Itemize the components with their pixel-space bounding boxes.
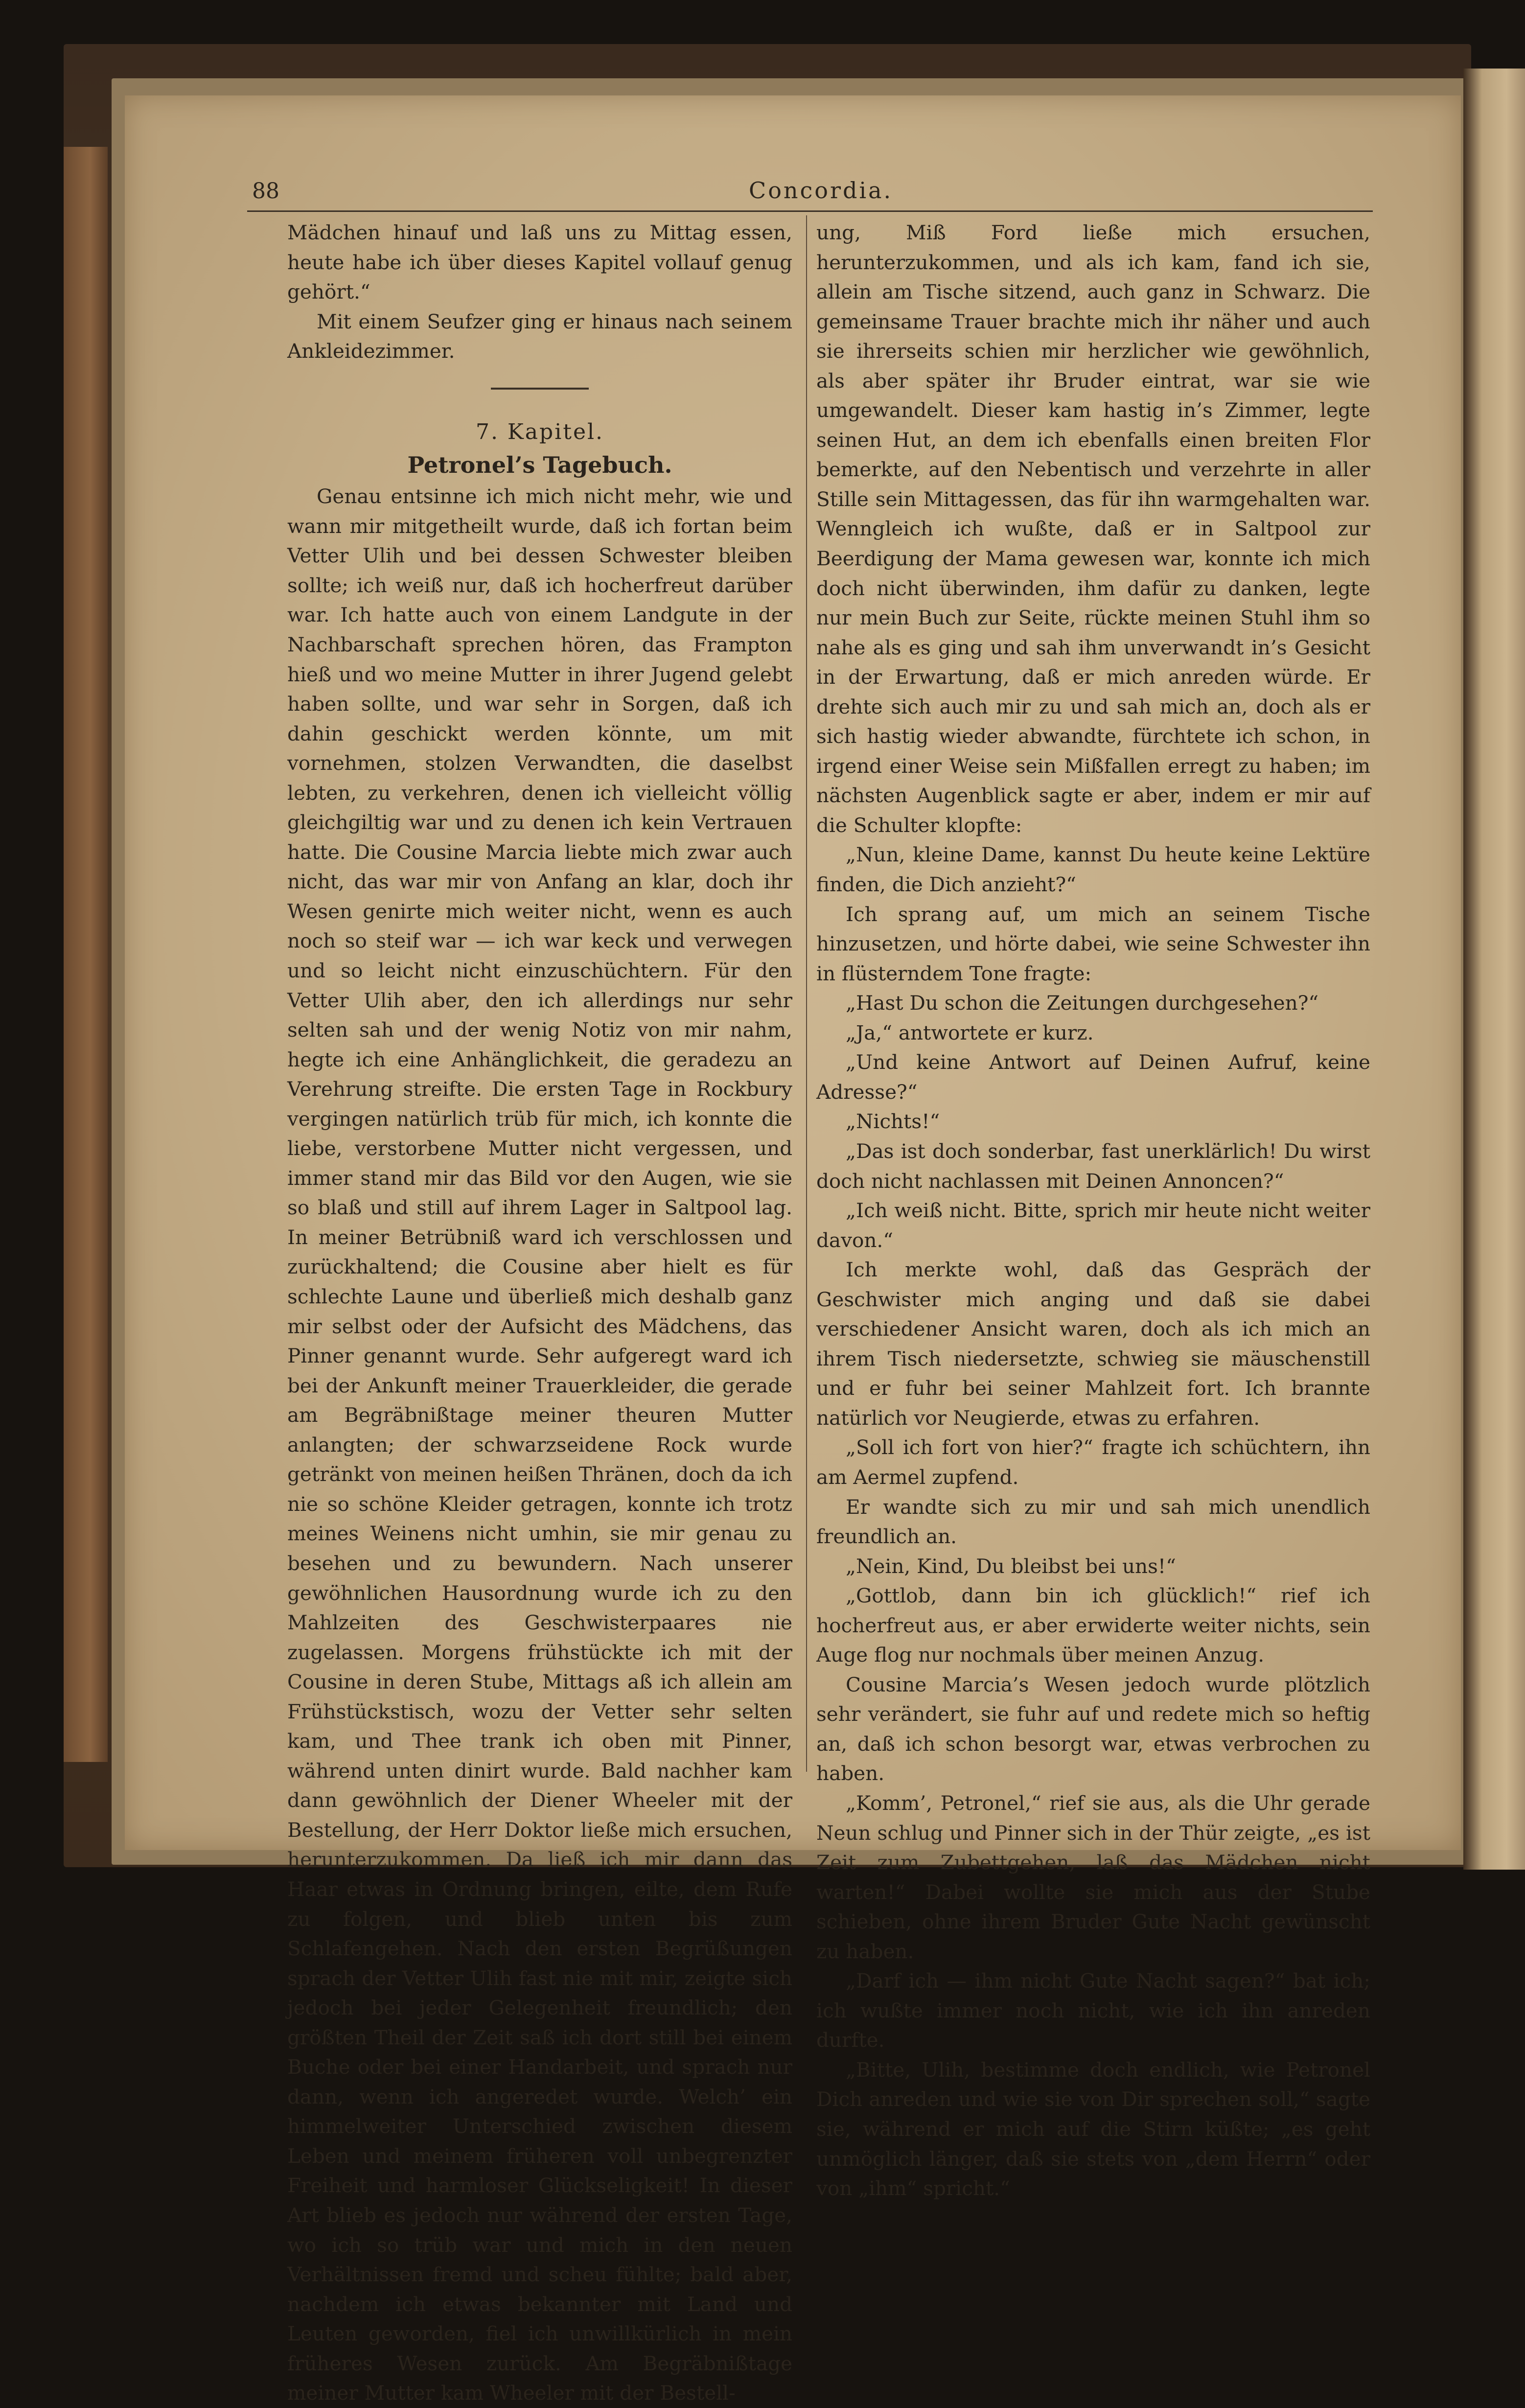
paragraph: Ich merkte wohl, daß das Gespräch der Geschwister mich anging und daß sie dabei verschiedener Ansicht waren, doch als ich mich an ihrem Tisch niedersetzte, schwieg sie mäuschenstill und er fuhr bei seiner Mahlzeit fort. Ich brannte natürlich vor Neugierde, etwas zu erfahren. [816,1258,1370,1430]
paragraph: „Nein, Kind, Du bleibst bei uns!“ [846,1554,1176,1578]
paragraph: „Bitte, Ulih, bestimme doch endlich, wie Petronel Dich anreden und wie sie von Dir sprechen soll,“ sagte sie, während er mich auf die Stirn küßte; „es geht unmöglich länger, daß sie stets von „dem Herrn“ oder von „ihm“ spricht.“ [816,2058,1370,2200]
paragraph: Genau entsinne ich mich nicht mehr, wie und wann mir mitgetheilt wurde, daß ich fortan beim Vetter Ulih und bei dessen Schwester bleiben sollte; ich weiß nur, daß ich hocherfreut darüber war. Ich hatte auch von einem Landgute in der Nachbarschaft sprechen hören, das Frampton hieß und wo meine Mutter in ihrer Jugend gelebt haben sollte, und war sehr in Sorgen, daß ich dahin geschickt werden könnte, um mit vornehmen, stolzen Verwandten, die daselbst lebten, zu verkehren, denen ich vielleicht völlig gleichgiltig war und zu denen ich kein Vertrauen hatte. Die Cousine Marcia liebte mich zwar auch nicht, das war mir von Anfang an klar, doch ihr Wesen genirte mich weiter nicht, wenn es auch noch so steif war — ich war keck und verwegen und so leicht nicht einzuschüchtern. Für den Vetter Ulih aber, den ich allerdings nur sehr selten sah und der wenig Notiz von mir nahm, hegte ich eine Anhänglichkeit, die geradezu an Verehrung streifte. Die ersten Tage in Rockbury vergingen natürlich trüb für mich, ich konnte die liebe, verstorbene Mutter nicht vergessen, und immer stand mir das Bild vor den Augen, wie sie so blaß und still auf ihrem Lager in Saltpool lag. In meiner Betrübniß ward ich verschlossen und zurückhaltend; die Cousine aber hielt es für schlechte Laune und überließ mich deshalb ganz mir selbst oder der Aufsicht des Mädchens, das Pinner genannt wurde. Sehr aufgeregt ward ich bei der Ankunft meiner Trauerkleider, die gerade am Begräbnißtage meiner theuren Mutter anlangten; der schwarzseidene Rock wurde getränkt von meinen heißen Thränen, doch da ich nie so schöne Kleider getragen, konnte ich trotz meines Weinens nicht umhin, sie mir genau zu besehen und zu bewundern. Nach unserer gewöhnlichen Hausordnung wurde ich zu den Mahlzeiten des Geschwisterpaares nie zugelassen. Morgens frühstückte ich mit der Cousine in deren Stube, Mittags aß ich allein am Frühstückstisch, wozu der Vetter sehr selten kam, und Thee trank ich oben mit Pinner, während unten dinirt wurde. Bald nachher kam dann gewöhnlich der Diener Wheeler mit der Bestellung, der Herr Doktor ließe mich ersuchen, herunterzukommen. Da ließ ich mir dann das Haar etwas in Ordnung bringen, eilte, dem Rufe zu folgen, und blieb unten bis zum Schlafengehen. Nach den ersten Begrüßungen sprach der Vetter Ulih fast nie mit mir, zeigte sich jedoch bei jeder Gelegenheit freundlich; den größten Theil der Zeit saß ich dort still bei einem Buche oder bei einer Handarbeit, und sprach nur dann, wenn ich angeredet wurde. Welch’ ein himmelweiter Unterschied zwischen diesem Leben und meinem früheren voll unbegrenzter Freiheit und harmloser Glückseligkeit! In dieser Art blieb es jedoch nur während der ersten Tage, wo ich so trüb war und mich in den neuen Verhältnissen fremd und scheu fühlte; bald aber, nachdem ich etwas bekannter mit Land und Leuten geworden, fiel ich unwillkürlich in mein früheres Wesen zurück. Am Begräbnißtage meiner Mutter kam Wheeler mit der Bestell- [287,485,792,2405]
facing-page-edge [1463,69,1525,1870]
paragraph: „Komm’, Petronel,“ rief sie aus, als die Uhr gerade Neun schlug und Pinner sich in der Thür zeigte, „es ist Zeit zum Zubettgehen, laß das Mädchen nicht warten!“ Dabei wollte sie mich aus der Stube schieben, ohne ihrem Bruder Gute Nacht gewünscht zu haben. [816,1791,1370,1963]
chapter-title: Petronel’s Tagebuch. [407,451,672,478]
paragraph: ung, Miß Ford ließe mich ersuchen, herunterzukommen, und als ich kam, fand ich sie, allein am Tische sitzend, auch ganz in Schwarz. Die gemeinsame Trauer brachte mich ihr näher und auch sie ihrerseits schien mir herzlicher wie gewöhnlich, als aber später ihr Bruder eintrat, war sie wie umgewandelt. Dieser kam hastig in’s Zimmer, legte seinen Hut, an dem ich ebenfalls einen breiten Flor bemerkte, auf den Nebentisch und verzehrte in aller Stille sein Mittagessen, das für ihn warmgehalten war. Wenngleich ich wußte, daß er in Saltpool zur Beerdigung der Mama gewesen war, konnte ich mich doch nicht überwinden, ihm dafür zu danken, legte nur mein Buch zur Seite, rückte meinen Stuhl ihm so nahe als es ging und sah ihm unverwandt in’s Gesicht in der Erwartung, daß er mich anreden würde. Er drehte sich auch mir zu und sah mich an, doch als er sich hastig wieder abwandte, fürchtete ich schon, in irgend einer Weise sein Mißfallen erregt zu haben; im nächsten Augenblick sagte er aber, indem er mir auf die Schulter klopfte: [816,221,1370,837]
paragraph: „Gottlob, dann bin ich glücklich!“ rief ich hocherfreut aus, er aber erwiderte weiter nichts, sein Auge flog nur nochmals über meinen Anzug. [816,1584,1370,1667]
paragraph: „Nichts!“ [846,1110,940,1134]
running-title: Concordia. [749,177,893,204]
paragraph: „Ich weiß nicht. Bitte, sprich mir heute nicht weiter davon.“ [816,1199,1370,1252]
paragraph: Cousine Marcia’s Wesen jedoch wurde plötzlich sehr verändert, sie fuhr auf und redete mich so heftig an, daß ich schon besorgt war, etwas verbrochen zu haben. [816,1672,1370,1785]
section-divider [491,388,589,390]
paragraph: „Ja,“ antwortete er kurz. [846,1020,1094,1044]
paragraph: „Und keine Antwort auf Deinen Aufruf, keine Adresse?“ [816,1050,1370,1104]
paragraph: „Soll ich fort von hier?“ fragte ich schüchtern, ihn am Aermel zupfend. [816,1436,1370,1489]
book-spine-edge [64,147,108,1762]
page-number: 88 [252,179,279,204]
left-column [287,218,792,2408]
paragraph: „Das ist doch sonderbar, fast unerklärlich! Du wirst doch nicht nachlassen mit Deinen Annoncen?“ [816,1139,1370,1193]
column-divider [806,215,807,1772]
paragraph: „Hast Du schon die Zeitungen durchgesehen?“ [846,991,1319,1015]
paragraph: Mit einem Seufzer ging er hinaus nach seinem Ankleidezimmer. [287,309,792,363]
paragraph: „Nun, kleine Dame, kannst Du heute keine Lektüre finden, die Dich anzieht?“ [816,843,1370,897]
paragraph: Mädchen hinauf und laß uns zu Mittag essen, heute habe ich über dieses Kapitel vollauf genug gehört.“ [287,221,792,304]
paragraph: Ich sprang auf, um mich an seinem Tische hinzusetzen, und hörte dabei, wie seine Schwester ihn in flüsterndem Tone fragte: [816,902,1370,985]
header-rule [247,210,1373,212]
paragraph: Er wandte sich zu mir und sah mich unendlich freundlich an. [816,1495,1370,1549]
right-column [816,218,1370,2203]
chapter-number: 7. Kapitel. [475,419,604,444]
paragraph: „Darf ich — ihm nicht Gute Nacht sagen?“ bat ich; ich wußte immer noch nicht, wie ich ihn anreden durfte. [816,1969,1370,2052]
